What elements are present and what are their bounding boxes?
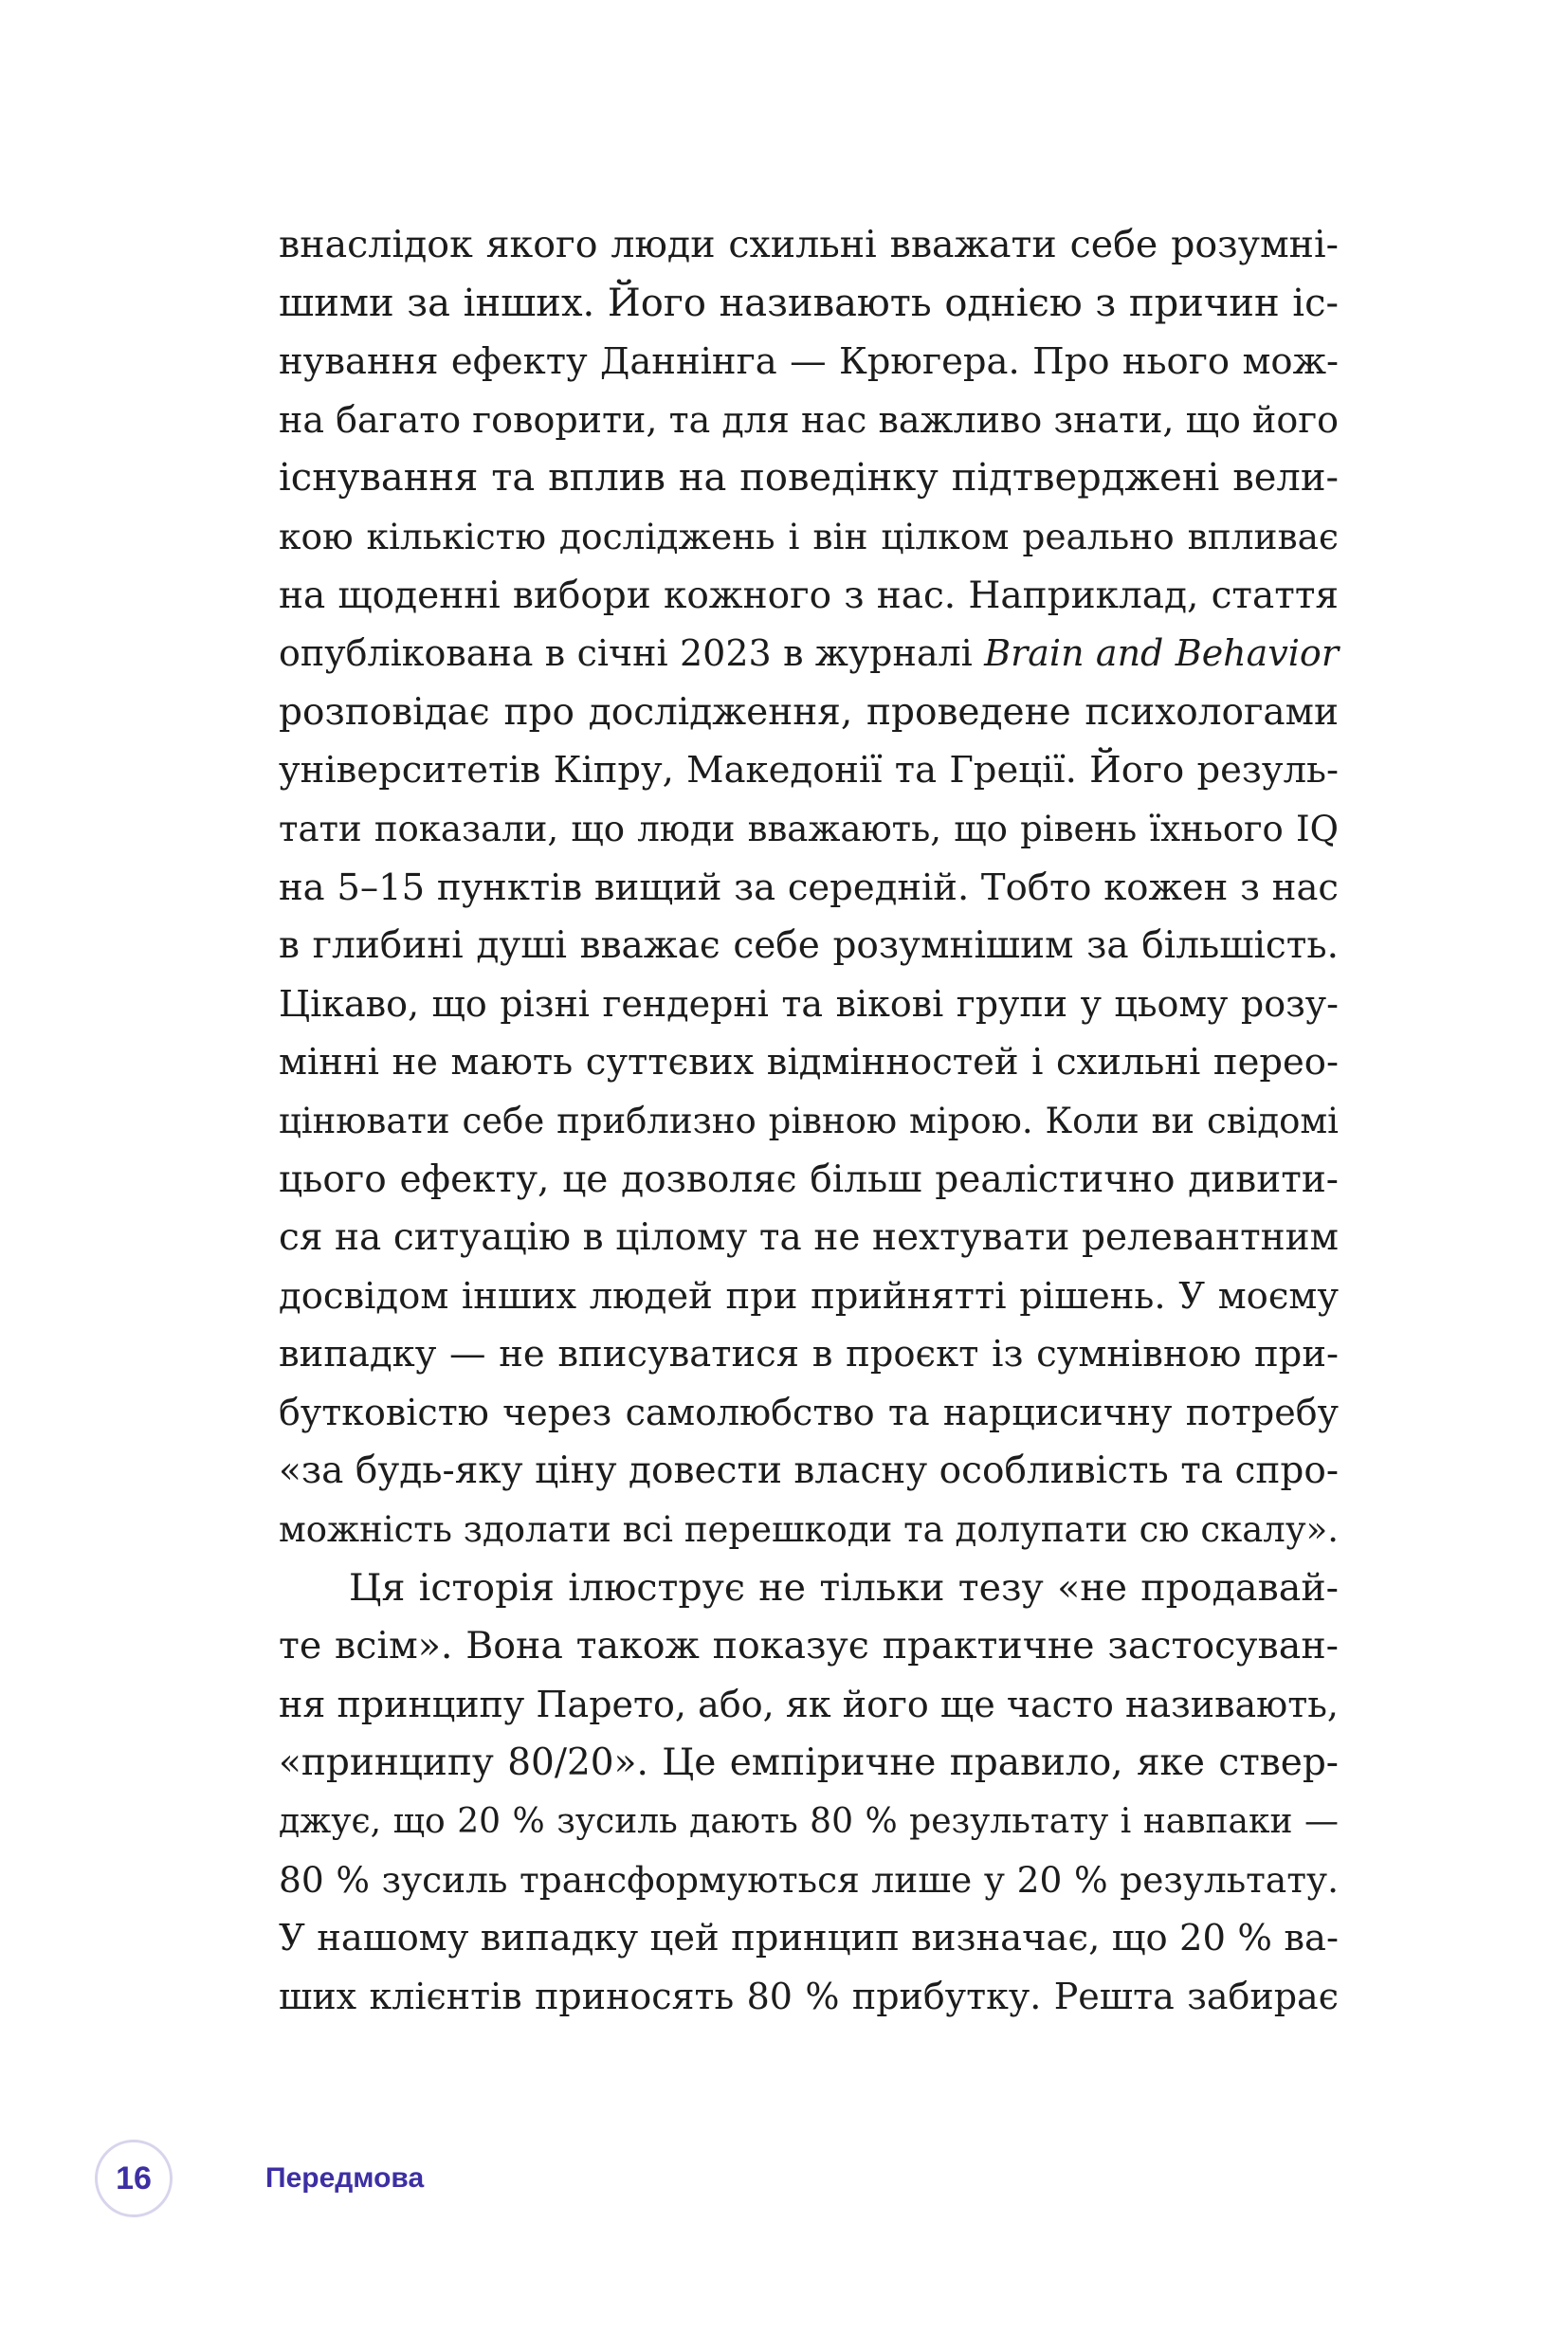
text-line: ня принципу Парето, або, як його ще часто називають, (279, 1683, 1339, 1725)
text-line: на багато говорити, та для нас важливо знати, що його (279, 398, 1339, 441)
text-line: кою кількістю досліджень і він цілком реально впливає (279, 515, 1339, 557)
text-line: в глибині душі вважає себе розумнішим за більшість. (279, 924, 1339, 968)
text-line: ся на ситуацію в цілому та не нехтувати релевантним (279, 1216, 1339, 1260)
text-line: розповідає про дослідження, проведене психологами (279, 690, 1339, 734)
journal-name: Brain and Behavior (984, 632, 1339, 675)
text-line: У нашому випадку цей принцип визначає, що 20 % ва- (279, 1917, 1339, 1960)
section-title: Передмова (265, 2162, 425, 2194)
text-line: те всім». Вона також показує практичне застосуван- (279, 1624, 1339, 1668)
text-line: випадку — не вписуватися в проєкт із сумнівною при- (279, 1333, 1339, 1376)
text-line: досвідом інших людей при прийнятті рішень. У моєму (279, 1274, 1339, 1318)
text-line: існування та вплив на поведінку підтверджені вели- (279, 456, 1339, 501)
text-line: університетів Кіпру, Македонії та Греції. Його резуль- (279, 749, 1339, 793)
text-line: цінювати себе приблизно рівною мірою. Коли ви свідомі (279, 1100, 1339, 1141)
text-line: на 5–15 пунктів вищий за середній. Тобто кожен з нас (279, 866, 1339, 909)
text-line: на щоденні вибори кожного з нас. Наприклад, стаття (279, 574, 1339, 617)
body-text (279, 216, 1339, 2026)
text-line: джує, що 20 % зусиль дають 80 % результату і навпаки — (279, 1802, 1339, 1842)
text-line: ших клієнтів приносять 80 % прибутку. Решта забирає (279, 1975, 1339, 2017)
text-line: нування ефекту Даннінга — Крюгера. Про нього мож- (279, 340, 1339, 384)
text-line: можність здолати всі перешкоди та долупати сю скалу». (279, 1509, 1339, 1551)
text-line: бутковістю через самолюбство та нарцисичну потребу (279, 1391, 1339, 1433)
paragraph-first-line: Ця історія ілюструє не тільки тезу «не продавай- (349, 1565, 1339, 1610)
text-line: опублікована в січні 2023 в журналі Brain and Behavior (279, 632, 1339, 675)
text-line: цього ефекту, це дозволяє більш реалістично дивити- (279, 1157, 1339, 1201)
page-footer (95, 2138, 424, 2219)
text-line: тати показали, що люди вважають, що рівень їхнього IQ (279, 808, 1339, 849)
text-line: 80 % зусиль трансформуються лише у 20 % результату. (279, 1858, 1339, 1901)
text-line: «за будь-яку ціну довести власну особливість та спро- (279, 1449, 1339, 1493)
text-line: Цікаво, що різні гендерні та вікові групи у цьому розу- (279, 982, 1339, 1025)
text-line: «принципу 80/20». Це емпіричне правило, яке ствер- (279, 1741, 1339, 1785)
text-line: шими за інших. Його називають однією з причин іс- (279, 281, 1339, 325)
text-line: мінні не мають суттєвих відмінностей і схильні перео- (279, 1041, 1339, 1084)
text-line: внаслідок якого люди схильні вважати себе розумні- (279, 223, 1339, 266)
page-number-badge: 16 (95, 2140, 173, 2217)
